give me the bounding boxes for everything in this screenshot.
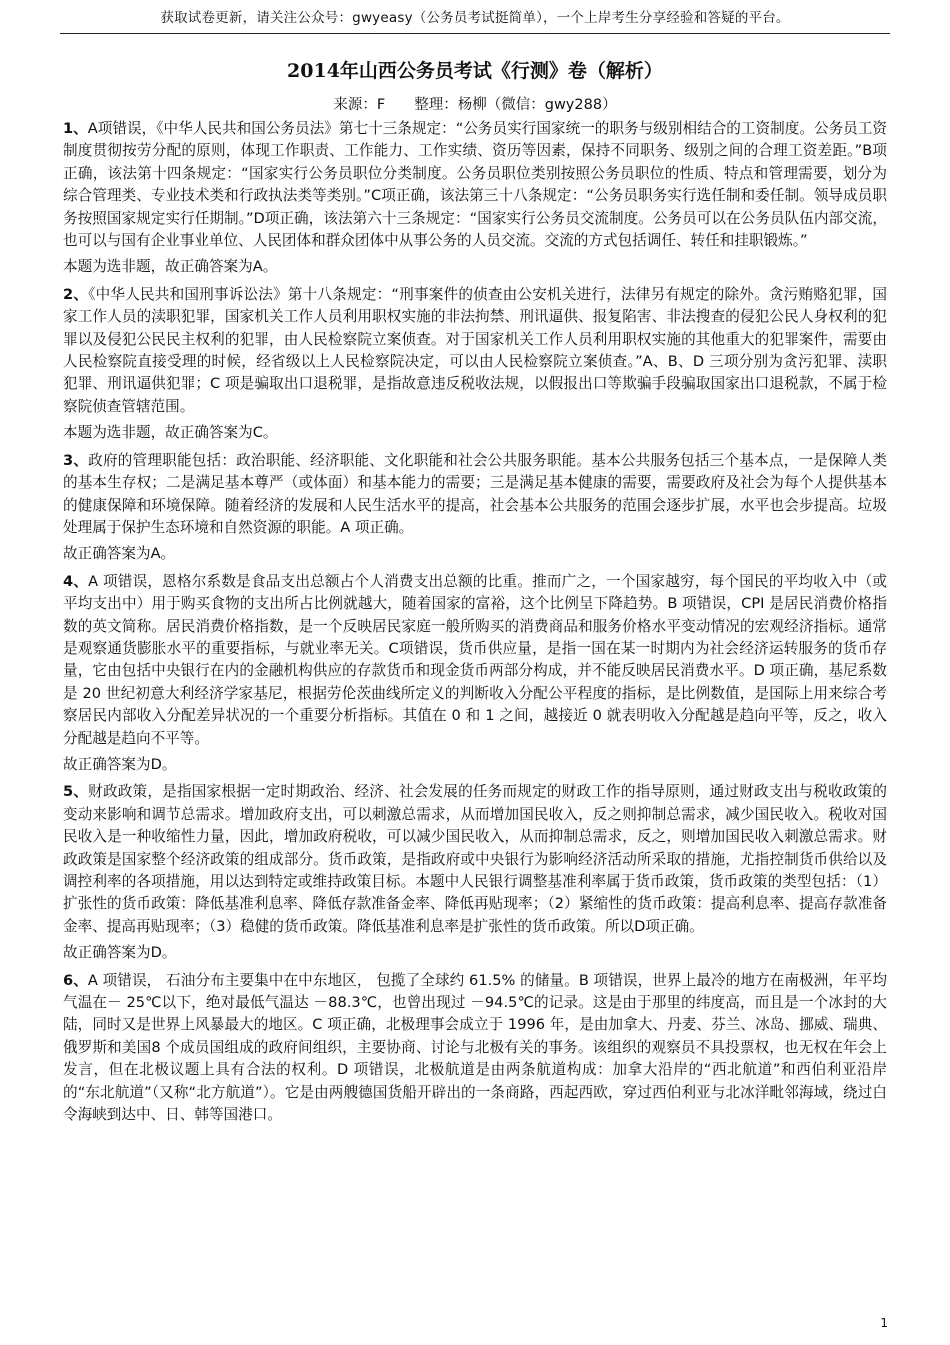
header-divider xyxy=(60,33,890,34)
question-number: 6、 xyxy=(63,971,88,989)
question-number: 5、 xyxy=(63,783,89,801)
document-title: 2014年山西公务员考试《行测》卷（解析） xyxy=(287,60,663,82)
question-1-answer: 本题为选非题，故正确答案为A。 xyxy=(63,258,278,276)
question-5-explanation xyxy=(63,781,887,938)
question-2-answer: 本题为选非题，故正确答案为C。 xyxy=(63,424,278,442)
question-4-answer: 故正确答案为D。 xyxy=(63,755,177,773)
document-body xyxy=(63,118,887,1130)
question-1-explanation xyxy=(63,118,887,252)
question-6-explanation xyxy=(63,970,887,1127)
question-number: 3、 xyxy=(63,451,89,469)
explanation-text: 财政政策，是指国家根据一定时期政治、经济、社会发展的任务而规定的财政工作的指导原则，通过财政支出与税收政策的变动来影响和调节总需求。增加政府支出，可以刺激总需求，从而增加国民收入，反之则抑制总需求，减少国民收入。税收对国民收入是一种收缩性力量，因此，增加政府税收，可以减少国民收入，从而抑制总需求，反之，则增加国民收入刺激总需求。财政政策是国家整个经济政策的组成部分。货币政策，是指政府或中央银行为影响经济活动所采取的措施，尤指控制货币供给以及调控利率的各项措施，用以达到特定或维持政策目标。本题中人民银行调整基准利率属于货币政策，货币政策的类型包括：（1）扩张性的货币政策：降低基准利息率、降低存款准备金率、降低再贴现率；（2）紧缩性的货币政策：提高利息率、提高存款准备金率、提高再贴现率；（3）稳健的货币政策。降低基准利息率是扩张性的货币政策。所以D项正确。 xyxy=(63,783,887,935)
explanation-text: A项错误，《中华人民共和国公务员法》第七十三条规定：“公务员实行国家统一的职务与级别相结合的工资制度。公务员工资制度贯彻按劳分配的原则，体现工作职责、工作能力、工作实绩、资历等因素，保持不同职务、级别之间的合理工资差距。”B项正确，该法第十四条规定：“国家实行公务员职位分类制度。公务员职位类别按照公务员职位的性质、特点和管理需要，划分为综合管理类、专业技术类和行政执法类等类别。”C项正确，该法第三十八条规定：“公务员职务实行选任制和委任制。领导成员职务按照国家规定实行任期制。”D项正确，该法第六十三条规定：“国家实行公务员交流制度。公务员可以在公务员队伍内部交流，也可以与国有企业事业单位、人民团体和群众团体中从事公务的人员交流。交流的方式包括调任、转任和挂职锻炼。” xyxy=(63,120,887,250)
question-4-explanation xyxy=(63,571,887,750)
top-notice: 获取试卷更新，请关注公众号：gwyeasy（公务员考试挺简单），一个上岸考生分享经验和答疑的平台。 xyxy=(160,10,790,26)
explanation-text: 《中华人民共和国刑事诉讼法》第十八条规定：“刑事案件的侦查由公安机关进行，法律另有规定的除外。贪污贿赂犯罪，国家工作人员的渎职犯罪，国家机关工作人员利用职权实施的非法拘禁、刑讯逼供、报复陷害、非法搜查的侵犯公民人身权利的犯罪以及侵犯公民民主权利的犯罪，由人民检察院立案侦查。对于国家机关工作人员利用职权实施的其他重大的犯罪案件，需要由人民检察院直接受理的时候，经省级以上人民检察院决定，可以由人民检察院立案侦查。”A、B、D 三项分别为贪污犯罪、渎职犯罪、刑讯逼供犯罪；C 项是骗取出口退税罪，是指故意违反税收法规，以假报出口等欺骗手段骗取国家出口退税款，不属于检察院侦查管辖范围。 xyxy=(63,285,888,415)
question-number: 2、 xyxy=(63,285,89,303)
source-line: 来源：F 整理：杨柳（微信：gwy288） xyxy=(333,97,617,113)
explanation-text: 政府的管理职能包括：政治职能、经济职能、文化职能和社会公共服务职能。基本公共服务包括三个基本点，一是保障人类的基本生存权；二是满足基本尊严（或体面）和基本能力的需要；三是满足基本健康的需要，需要政府及社会为每个人提供基本的健康保障和环境保障。随着经济的发展和人民生活水平的提高，社会基本公共服务的范围会逐步扩展，水平也会步提高。垃圾处理属于保护生态环境和自然资源的职能。A 项正确。 xyxy=(63,451,887,536)
page-number: 1 xyxy=(880,1316,888,1330)
question-number: 4、 xyxy=(63,572,89,590)
explanation-text: A 项错误， 石油分布主要集中在中东地区， 包揽了全球约 61.5% 的储量。B 项错误，世界上最冷的地方在南极洲，年平均气温在－ 25℃以下，绝对最低气温达 －88.3℃，也曾出现过 －94.5℃的记录。这是由于那里的纬度高，而且是一个冰封的大陆，同时又是世界上风暴最大的地区。C 项正确，北极理事会成立于 1996 年，是由加拿大、丹麦、芬兰、冰岛、挪威、瑞典、俄罗斯和美国8 个成员国组成的政府间组织，主要协商、讨论与北极有关的事务。该组织的观察员不具投票权，也无权在年会上发言，但在北极议题上具有合法的权利。D 项错误，北极航道是由两条航道构成：加拿大沿岸的“西北航道”和西伯利亚沿岸的“东北航道”（又称“北方航道”）。它是由两艘德国货船开辟出的一条商路，西起西欧，穿过西伯利亚与北冰洋毗邻海域，绕过白令海峡到达中、日、韩等国港口。 xyxy=(63,971,887,1124)
question-5-answer: 故正确答案为D。 xyxy=(63,944,177,962)
question-2-explanation xyxy=(63,284,887,418)
question-number: 1、 xyxy=(63,120,88,137)
question-3-explanation xyxy=(63,450,887,540)
explanation-text: A 项错误，恩格尔系数是食品支出总额占个人消费支出总额的比重。推而广之，一个国家越穷，每个国民的平均收入中（或平均支出中）用于购买食物的支出所占比例就越大，随着国家的富裕，这个比例呈下降趋势。B 项错误，CPI 是居民消费价格指数的英文简称。居民消费价格指数，是一个反映居民家庭一般所购买的消费商品和服务价格水平变动情况的宏观经济指标。通常是观察通货膨胀水平的重要指标，与就业率无关。C项错误，货币供应量，是指一国在某一时期内为社会经济运转服务的货币存量，它由包括中央银行在内的金融机构供应的存款货币和现金货币两部分构成，并不能反映居民消费水平。D 项正确，基尼系数是 20 世纪初意大利经济学家基尼，根据劳伦茨曲线所定义的判断收入分配公平程度的指标，是比例数值，是国际上用来综合考察居民内部收入分配差异状况的一个重要分析指标。其值在 0 和 1 之间，越接近 0 就表明收入分配越是趋向平等，反之，收入分配越是趋向不平等。 xyxy=(63,572,887,747)
question-3-answer: 故正确答案为A。 xyxy=(63,545,176,563)
